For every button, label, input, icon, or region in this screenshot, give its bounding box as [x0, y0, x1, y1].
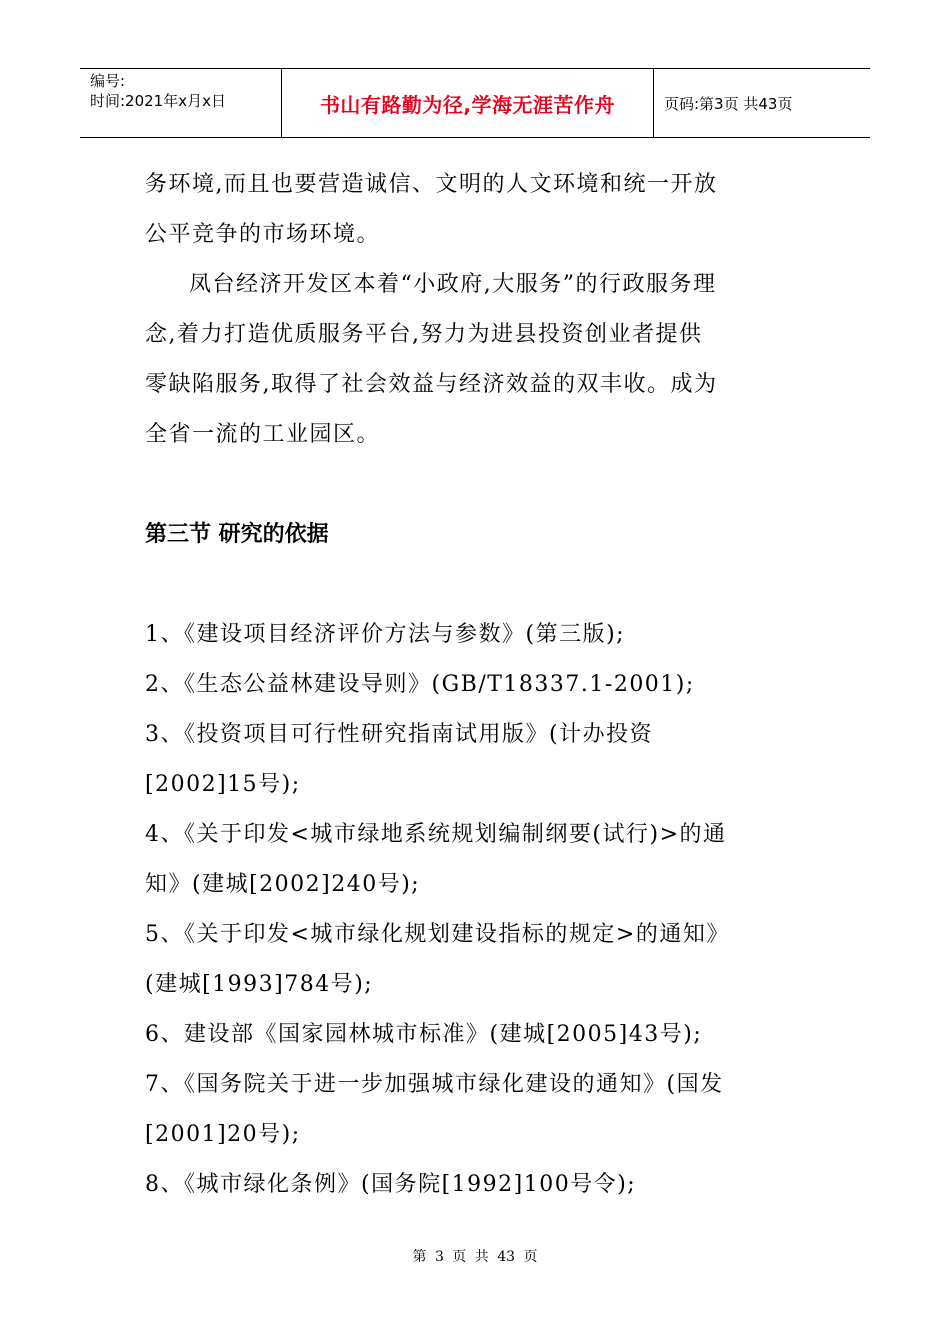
list-item: 7、《国务院关于进一步加强城市绿化建设的通知》(国发: [145, 1072, 724, 1097]
header-number-label: 编号:: [90, 72, 126, 90]
list-item-continuation: [2002]15号);: [145, 772, 301, 797]
list-item: 5、《关于印发<城市绿化规划建设指标的规定>的通知》: [145, 922, 730, 947]
paragraph-line: 凤台经济开发区本着“小政府,大服务”的行政服务理: [189, 272, 717, 297]
list-item: 8、《城市绿化条例》(国务院[1992]100号令);: [145, 1172, 637, 1197]
list-item: 1、《建设项目经济评价方法与参数》(第三版);: [145, 622, 626, 647]
list-item-continuation: (建城[1993]784号);: [145, 972, 374, 997]
paragraph-line: 念,着力打造优质服务平台,努力为进县投资创业者提供: [145, 322, 703, 347]
list-item: 6、建设部《国家园林城市标准》(建城[2005]43号);: [145, 1022, 703, 1047]
page-header: [80, 68, 870, 138]
paragraph-1: [145, 160, 810, 260]
paragraph-line: 全省一流的工业园区。: [145, 422, 381, 447]
header-motto: 书山有路勤为径,学海无涯苦作舟: [282, 69, 654, 137]
header-meta: [80, 69, 282, 137]
reference-list: [145, 610, 810, 1210]
paragraph-2: [145, 260, 810, 460]
paragraph-line: 务环境,而且也要营造诚信、文明的人文环境和统一开放: [145, 172, 718, 197]
list-item: 4、《关于印发<城市绿地系统规划编制纲要(试行)>的通: [145, 822, 727, 847]
list-item-continuation: 知》(建城[2002]240号);: [145, 872, 421, 897]
paragraph-line: 公平竞争的市场环境。: [145, 222, 381, 247]
paragraph-line: 零缺陷服务,取得了社会效益与经济效益的双丰收。成为: [145, 372, 718, 397]
list-item-continuation: [2001]20号);: [145, 1122, 301, 1147]
page-footer: 第 3 页 共 43 页: [412, 1249, 538, 1265]
list-item: 2、《生态公益林建设导则》(GB/T18337.1-2001);: [145, 672, 695, 697]
list-item: 3、《投资项目可行性研究指南试用版》(计办投资: [145, 722, 654, 747]
header-time-label: 时间:2021年x月x日: [90, 92, 226, 110]
section-title: 第三节 研究的依据: [145, 522, 329, 547]
header-page-info: 页码:第3页 共43页: [664, 94, 793, 113]
document-body: [145, 160, 810, 1210]
